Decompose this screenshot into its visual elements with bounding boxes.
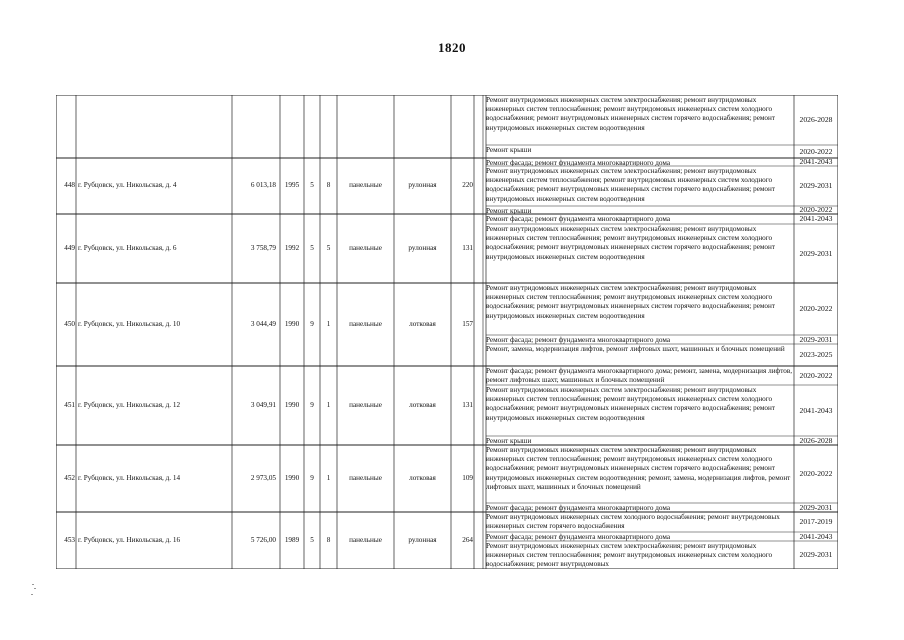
work-description: Ремонт внутридомовых инженерных систем электроснабжения; ремонт внутридомовых инженерных систем теплоснабжения; ремонт внутридомовых инженерных систем холодного водоснабжения; ремонт внутридомовых инженерных систем горячего водоснабжения; ремонт внутридомовых инженерных систем водоотведения [486,284,776,320]
wall-material: панельные [349,243,382,252]
work-period: 2017-2019 [799,517,833,526]
year-built: 1989 [284,535,300,544]
floors-count: 9 [310,319,314,328]
wall-material: панельные [349,319,382,328]
year-built: 1992 [284,243,300,252]
year-built: 1995 [284,181,300,189]
roof-type: лотковая [409,400,436,409]
house-number: 448 [64,181,75,189]
capital-repair-table [56,95,838,569]
work-period: 2026-2028 [799,115,833,124]
total-area: 5 726,00 [250,535,276,544]
total-area: 6 013,18 [250,181,276,189]
residents-count: 220 [462,181,473,189]
work-period: 2041-2043 [799,214,833,223]
floors-count: 5 [310,181,314,189]
work-description: Ремонт фасада; ремонт фундамента многоквартирного дома [486,159,671,166]
work-description: Ремонт внутридомовых инженерных систем холодного водоснабжения; ремонт внутридомовых инженерных систем горячего водоснабжения [486,513,780,531]
year-built: 1990 [284,473,300,482]
wall-material: панельные [349,473,382,482]
house-number: 450 [64,319,75,328]
house-number: 451 [64,400,75,409]
entrances-count: 1 [326,319,331,328]
total-area: 3 049,91 [250,400,276,409]
work-description: Ремонт крыши [486,146,532,154]
work-description: Ремонт крыши [486,207,532,214]
entrances-count: 1 [326,473,331,482]
house-address: г. Рубцовск, ул. Никольская, д. 6 [78,243,177,252]
roof-type: лотковая [409,473,436,482]
work-period: 2023-2025 [799,350,833,359]
roof-type: рулонная [408,243,437,252]
work-description: Ремонт внутридомовых инженерных систем электроснабжения; ремонт внутридомовых инженерных систем теплоснабжения; ремонт внутридомовых инженерных систем холодного водоснабжения; ремонт внутридомовых инженерных систем горячего водоснабжения; ремонт внутридомовых инженерных систем водоотведения [486,167,776,203]
residents-count: 109 [462,473,473,482]
house-number: 449 [64,243,75,252]
work-description: Ремонт внутридомовых инженерных систем электроснабжения; ремонт внутридомовых инженерных систем теплоснабжения; ремонт внутридомовых инженерных систем холодного водоснабжения; ремонт внутридомовых инженерных систем горячего водоснабжения; ремонт внутридомовых инженерных систем водоотведения [486,225,776,261]
work-period: 2029-2031 [799,334,833,344]
work-period: 2020-2022 [799,205,833,214]
house-address: г. Рубцовск, ул. Никольская, д. 4 [78,181,177,189]
work-description: Ремонт внутридомовых инженерных систем электроснабжения; ремонт внутридомовых инженерных систем теплоснабжения; ремонт внутридомовых инженерных систем холодного водоснабжения; ремонт внутридомовых инженерных систем горячего водоснабжения; ремонт внутридомовых инженерных систем водоотведения [486,386,776,422]
work-period: 2029-2031 [799,502,833,512]
year-built: 1990 [284,400,300,409]
wall-material: панельные [349,400,382,409]
wall-material: панельные [349,535,382,544]
wall-material: панельные [349,181,382,189]
roof-type: рулонная [408,181,437,189]
work-description: Ремонт, замена, модернизация лифтов, ремонт лифтовых шахт, машинных и блочных помещений [486,345,785,353]
work-description: Ремонт фасада; ремонт фундамента многоквартирного дома [486,533,671,541]
work-period: 2029-2031 [799,248,833,258]
floors-count: 9 [310,473,314,482]
house-number: 453 [64,535,75,544]
house-number: 452 [64,473,75,482]
floors-count: 9 [310,400,314,409]
work-description: Ремонт крыши [486,437,532,445]
work-description: Ремонт внутридомовых инженерных систем электроснабжения; ремонт внутридомовых инженерных систем теплоснабжения; ремонт внутридомовых инженерных систем холодного водоснабжения; ремонт внутридомовых инженерных систем горячего водоснабжения; ремонт внутридомовых инженерных систем водоотведения [486,96,776,132]
work-period: 2020-2022 [799,469,833,478]
total-area: 3 758,79 [250,243,276,252]
page-number: 1820 [438,40,466,55]
residents-count: 264 [462,535,473,544]
house-address: г. Рубцовск, ул. Никольская, д. 10 [78,319,181,328]
total-area: 2 973,05 [250,473,276,482]
work-description: Ремонт внутридомовых инженерных систем электроснабжения; ремонт внутридомовых инженерных систем теплоснабжения; ремонт внутридомовых инженерных систем холодного водоснабжения; ремонт внутридомовых инженерных систем горячего водоснабжения; ремонт внутридомовых инженерных систем водоотведения; ремонт, замена, модернизация лифтов, ремонт лифтовых шахт, машинных и блочных помещений [486,446,791,491]
floors-count: 5 [310,243,314,252]
work-period: 2020-2022 [799,146,833,156]
work-description: Ремонт фасада; ремонт фундамента многоквартирного дома; ремонт, замена, модернизация лифтов, ремонт лифтовых шахт, машинных и блочных помещений [486,367,793,385]
entrances-count: 5 [326,243,331,252]
entrances-count: 8 [326,535,331,544]
residents-count: 131 [462,400,473,409]
work-description: Ремонт внутридомовых инженерных систем электроснабжения; ремонт внутридомовых инженерных систем теплоснабжения; ремонт внутридомовых инженерных систем холодного водоснабжения; ремонт внутридомовых [486,542,773,569]
work-period: 2020-2022 [799,304,833,313]
work-description: Ремонт фасада; ремонт фундамента многоквартирного дома [486,336,671,344]
residents-count: 131 [462,243,473,252]
residents-count: 157 [462,319,473,328]
work-period: 2029-2031 [799,550,833,559]
work-description: Ремонт фасада; ремонт фундамента многоквартирного дома [486,215,671,223]
house-address: г. Рубцовск, ул. Никольская, д. 14 [78,473,181,482]
work-period: 2020-2022 [799,370,833,380]
house-address: г. Рубцовск, ул. Никольская, д. 12 [78,400,181,409]
floors-count: 5 [310,535,314,544]
entrances-count: 1 [326,400,331,409]
roof-type: рулонная [408,535,437,544]
house-address: г. Рубцовск, ул. Никольская, д. 16 [78,535,181,544]
total-area: 3 044,49 [250,319,276,328]
work-period: 2029-2031 [799,181,833,190]
scan-artifact [30,583,40,597]
roof-type: лотковая [409,319,436,328]
work-period: 2041-2043 [799,531,833,541]
entrances-count: 8 [326,181,331,189]
work-description: Ремонт фасада; ремонт фундамента многоквартирного дома [486,504,671,512]
work-period: 2041-2043 [799,405,833,415]
work-period: 2026-2028 [799,435,833,445]
year-built: 1990 [284,319,300,328]
work-period: 2041-2043 [799,157,833,166]
